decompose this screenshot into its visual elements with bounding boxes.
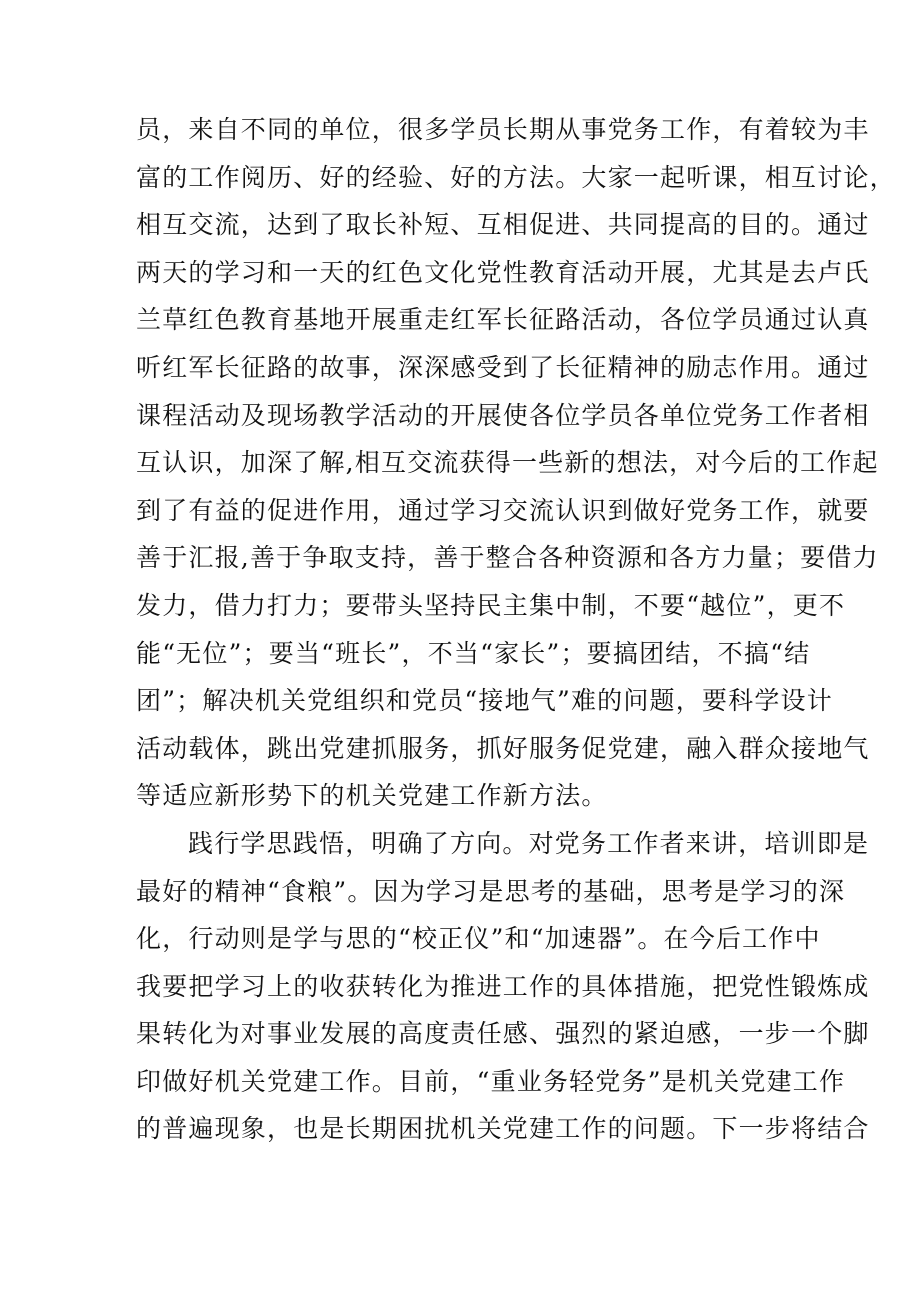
text-line: 果转化为对事业发展的高度责任感、强烈的紧迫感，一步一个脚 bbox=[136, 1019, 870, 1049]
text-line: 团”；解决机关党组织和党员“接地气”难的问题，要科学设计 bbox=[136, 686, 833, 716]
text-line: 活动载体，跳出党建抓服务，抓好服务促党建，融入群众接地气 bbox=[136, 733, 870, 763]
text-line: 发力，借力打力；要带头坚持民主集中制，不要“越位”，更不 bbox=[136, 590, 846, 620]
text-line: 化，行动则是学与思的“校正仪”和“加速器”。在今后工作中 bbox=[136, 924, 821, 954]
text-line: 我要把学习上的收获转化为推进工作的具体措施，把党性锻炼成 bbox=[136, 971, 870, 1001]
text-line: 听红军长征路的故事，深深感受到了长征精神的励志作用。通过 bbox=[136, 352, 870, 382]
text-line: 互认识，加深了解,相互交流获得一些新的想法，对今后的工作起 bbox=[136, 448, 879, 478]
body-text bbox=[136, 106, 896, 1153]
text-line: 员，来自不同的单位，很多学员长期从事党务工作，有着较为丰 bbox=[136, 115, 870, 144]
text-line: 到了有益的促进作用，通过学习交流认识到做好党务工作，就要 bbox=[136, 495, 870, 525]
paragraph-start-line: 践行学思践悟，明确了方向。对党务工作者来讲，培训即是 bbox=[188, 828, 870, 858]
text-line: 课程活动及现场教学活动的开展使各位学员各单位党务工作者相 bbox=[136, 400, 870, 430]
text-line: 兰草红色教育基地开展重走红军长征路活动，各位学员通过认真 bbox=[136, 305, 870, 335]
text-line: 等适应新形势下的机关党建工作新方法。 bbox=[136, 781, 608, 811]
text-line: 富的工作阅历、好的经验、好的方法。大家一起听课，相互讨论， bbox=[136, 162, 896, 192]
text-line: 善于汇报,善于争取支持，善于整合各种资源和各方力量；要借力 bbox=[136, 543, 879, 573]
text-line: 两天的学习和一天的红色文化党性教育活动开展，尤其是去卢氏 bbox=[136, 257, 870, 287]
text-line: 相互交流，达到了取长补短、互相促进、共同提高的目的。通过 bbox=[136, 210, 870, 240]
text-line: 最好的精神“食粮”。因为学习是思考的基础，思考是学习的深 bbox=[136, 876, 846, 906]
text-line: 能“无位”；要当“班长”，不当“家长”；要搞团结，不搞“结 bbox=[136, 638, 811, 668]
text-line: 印做好机关党建工作。目前，“重业务轻党务”是机关党建工作 bbox=[136, 1066, 846, 1096]
text-line: 的普遍现象，也是长期困扰机关党建工作的问题。下一步将结合 bbox=[136, 1114, 870, 1144]
